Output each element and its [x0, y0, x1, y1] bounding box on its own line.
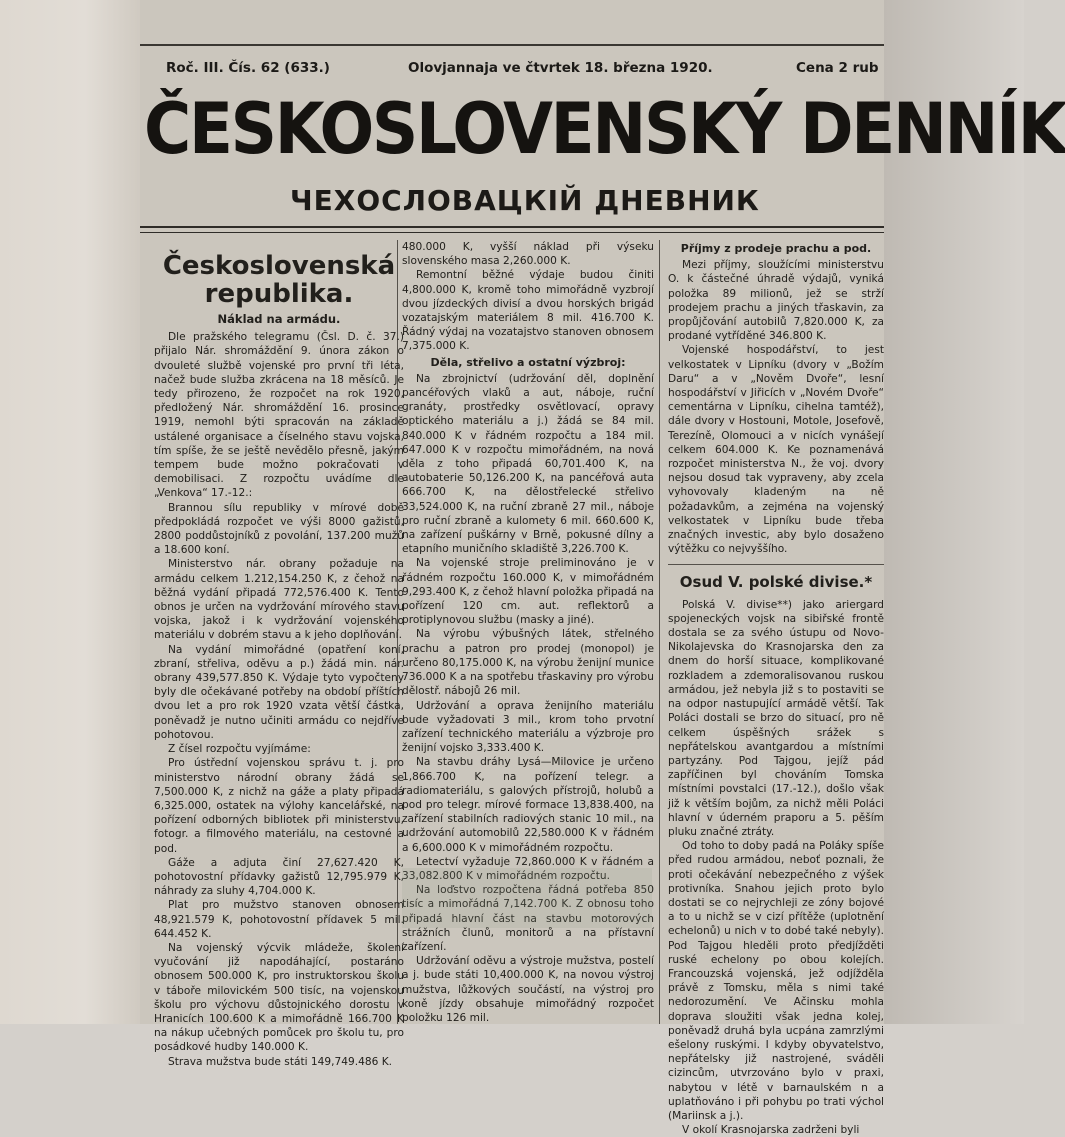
column-divider: [659, 240, 660, 1024]
article-separator: [668, 564, 884, 565]
paragraph: Udržování a oprava ženijního materiálu bude vyžadovati 3 mil., krom toho prvotní zařízení technického materiálu a výzbroje pro ženijní vojsko 3,333.400 K.: [402, 699, 654, 755]
paragraph: Polská V. divise**) jako ariergard spojeneckých vojsk na sibiřské frontě dostala se za svého ústupu od Novo-Nikolajevska do Krasnojarska den za dnem do horší situace, komplikované rozkladem a zdemoralisovanou ruskou armádou, jež nebyla již s to postaviti se na odpor nastupující armádě větší. Tak Poláci dostali se brzo do situací, pro ně celkem úspěšných srážek s nepřátelskou avantgardou a místními partyzány. Pod Tajgou, jejíž pád zapříčinen byl chováním Tomska místními povstalci (17.-12.), došlo však již k větším bojům, za nichž měli Poláci hlavní v úderném praporu a 5. pěším pluku značné ztráty.: [668, 598, 884, 838]
paragraph: Gáže a adjuta činí 27,627.420 K, pohotovostní přídavky gažistů 12,795.979 K, náhrady za sluhy 4,704.000 K.: [154, 856, 404, 898]
paragraph: Na výrobu výbušných látek, střelného prachu a patron pro prodej (monopol) je určeno 80,175.000 K, na výrobu ženijní munice 736.000 K a na spotřebu třaskaviny pro výrobu dělostř. nábojů 26 mil.: [402, 628, 654, 698]
masthead-subtitle: ЧЕХОСЛОВАЦКIЙ ДНЕВНИК: [290, 184, 760, 217]
paragraph: 480.000 K, vyšší náklad při výseku slovenského masa 2,260.000 K.: [402, 241, 654, 268]
paragraph: Vojenské hospodářství, to jest velkostatek v Lipníku (dvory v „Božím Daru“ a v „Nověm Dvoře“, lesní hospodářství v Jiřicích v „Novém Dvoře“ cementárna v Lipníku, cihelna tamtéž), dále dvory v Hostouni, Motole, Josefově, Terezíně, Olomouci a v nicích vynášejí celkem 604.000 K. Ke poznamenává rozpočet ministerstva N., že voj. dvory nejsou dosud tak vypraveny, aby zcela vyhovovaly kladeným na ně požadavkům, a zejména na vojenský velkostatek v Lipníku bude třeba značných investic, aby bylo dosaženo výtěžku co nejvyššího.: [668, 344, 884, 556]
paragraph: Ministerstvo nár. obrany požaduje na armádu celkem 1.212,154.250 K, z čehož na běžná vydání připadá 772,576.400 K. Tento obnos je určen na vydržování mírového stavu vojska, jakož i k vydržování vojenského materiálu v dobrém stavu a k jeho doplňování.: [154, 558, 404, 642]
masthead-title: ČESKOSLOVENSKÝ DENNÍK: [144, 88, 1065, 170]
article-heading: Osud V. polské divise.*: [679, 573, 873, 592]
article-heading: Československá republika.: [162, 251, 396, 309]
paragraph: Udržování oděvu a výstroje mužstva, postelí a j. bude státi 10,400.000 K, na novou výstroj mužstva, lůžkových součástí, na výstroj pro koně jízdy obsahuje mimořádný rozpočet položku 126 mil.: [402, 955, 654, 1024]
section-heading: Děla, střelivo a ostatní výzbroj:: [430, 355, 626, 369]
column-1: [154, 240, 404, 1068]
newspaper-page: [140, 0, 1065, 1137]
paragraph: Na zbrojnictví (udržování děl, doplnění pancéřových vlaků a aut, náboje, ruční granáty, prostředky osvětlovací, opravy optického materiálu a j.) žádá se 84 mil. 840.000 K v řádném rozpočtu a 184 mil. 647.000 K v rozpočtu mimořádném, na nová děla z toho připadá 60,701.400 K, na autobaterie 50,126.200 K, na pancéřová auta 666.700 K, na dělostřelecké střelivo 33,524.000 K, na ruční zbraně 27 mil., náboje pro ruční zbraně a kulomety 6 mil. 660.600 K, na zařízení puškárny v Brně, pokusné dílny a etapního muničního skladiště 3,226.700 K.: [402, 372, 654, 556]
paragraph: Remontní běžné výdaje budou činiti 4,800.000 K, kromě toho mimořádně vyzbrojí dvou jízdeckých divisí a dvou horských brigád vozatajským materiálem 8 mil. 416.700 K. Řádný výdaj na vozatajstvo stanoven obnosem 7,375.000 K.: [402, 269, 654, 353]
paragraph: Na vojenské stroje preliminováno je v řádném rozpočtu 160.000 K, v mimořádném 9,293.400 K, z čehož hlavní položka připadá na pořízení 120 cm. aut. reflektorů a protiplynovou službu (masky a jiné).: [402, 557, 654, 627]
paragraph: Plat pro mužstvo stanoven obnosem 48,921.579 K, pohotovostní přídavek 5 mil. 644.452 K.: [154, 899, 404, 940]
paragraph: Pro ústřední vojenskou správu t. j. pro ministerstvo národní obrany žádá se 7,500.000 K, z nichž na gáže a platy připadá 6,325.000, ostatek na výlohy kancelářské, na pořízení odborných bibliotek při ministerstvu, fotogr. a filmového materiálu, na cestovné a pod.: [154, 757, 404, 855]
masthead-meta: [140, 60, 884, 80]
paragraph: Strava mužstva bude státi 149,749.486 K.: [168, 1055, 393, 1068]
paragraph: Brannou sílu republiky v mírové době předpokládá rozpočet ve výši 8000 gažistů, 2800 poddůstojníků z povolání, 137.200 mužů a 18.600 koní.: [154, 501, 404, 557]
column-3: [668, 240, 884, 1137]
paragraph: Na loďstvo rozpočtena řádná potřeba 850 tisíc a mimořádná 7,142.700 K. Z obnosu toho připadá hlavní část na stavbu motorových strážních člunů, monitorů a na přístavní zařízení.: [402, 884, 654, 953]
section-heading: Příjmy z prodeje prachu a pod.: [680, 242, 872, 255]
column-2: [402, 240, 654, 1024]
paragraph: Dle pražského telegramu (Čsl. D. č. 37.) přijalo Nár. shromáždění 9. února zákon o dvouleté službě vojenské pro první tři léta, načež bude služba zkrácena na 18 měsíců. Je tedy přirozeno, že rozpočet na rok 1920, předložený Nár. shromáždění 16. prosince 1919, nemohl býti spracován na základě ustálené organisace a číselného stavu vojska, tím spíše, že se ještě nevědělo přesně, jakým tempem bude možno pokračovati v demobilisaci. Z rozpočtu uvádíme dle „Venkova“ 17.-12.:: [154, 331, 404, 500]
article-subheading: Náklad na armádu.: [217, 312, 341, 326]
paragraph: Na vojenský výcvik mládeže, školení vyučování již napodáhající, postaráno obnosem 500.000 K, pro instruktorskou školu v táboře milovickém 500 tisíc, na vojenskou školu pro výchovu důstojnického dorostu v Hranicích 100.600 K a mimořádně 166.700 K na nákup učebných pomůcek pro školu tu, pro posádkové hudby 140.000 K.: [154, 941, 404, 1054]
paragraph: Na stavbu dráhy Lysá—Milovice je určeno 1,866.700 K, na pořízení telegr. a radiomateriálu, s galových přístrojů, holubů a pod pro telegr. mírové formace 13,838.400, na zařízení stabilních radiových stanic 10 mil., na udržování automobilů 22,580.000 K v řádném a 6,600.000 K v mimořádném rozpočtu.: [402, 756, 654, 854]
paragraph: Na vydání mimořádné (opatření koní, zbraní, střeliva, oděvu a p.) žádá min. nár. obrany 439,577.850 K. Výdaje tyto vypočteny byly dle očekávané potřeby na období příštích dvou let a pro rok 1920 vzata větší částka, poněvadž je nutno učiniti armádu co nejdříve pohotovou.: [154, 643, 404, 741]
dateline: Olovjannaja ve čtvrtek 18. března 1920.: [408, 60, 713, 76]
page-margin-left: [0, 0, 142, 1024]
paragraph: Mezi příjmy, sloužícími ministerstvu O. k částečné úhradě výdajů, vyniká položka 89 milionů, jež se strží prodejem prachu a jiných třaskavin, za propůjčování autobilů 7,820.000 K, za prodané vytříděné 346.800 K.: [668, 259, 884, 343]
paragraph: Letectví vyžaduje 72,860.000 K v řádném a 33,082.800 K v mimořádném rozpočtu.: [402, 855, 654, 882]
paragraph: Z čísel rozpočtu vyjímáme:: [168, 743, 311, 756]
issue-number: Roč. III. Čís. 62 (633.): [166, 60, 330, 76]
paragraph: V okolí Krasnojarska zadrženi byli: [682, 1124, 860, 1137]
paragraph: Od toho to doby padá na Poláky spíše před rudou armádou, neboť poznali, že proti očekávání nebezpečného z výšek protivníka. Snahou jejich proto bylo dostati se co nejrychleji ze zóny bojové a to u nichž se v cizí přítěže (uplotnění echelonů) u nich v to dobé také nebyly). Pod Tajgou hleděli proto předjížděti ruské echelony po obou kolejích. Francouzská vojenská, jež odjížděla právě z Tomsku, měla s nimi také nedorozumění. Ve Ačinsku mohla doprava sloužiti však jedna kolej, poněvadž druhá byla ucpána zamrzlými ešelony ruskými. I kdyby obyvatelstvo, nepřátelsky již nastrojené, sváděli cizincům, utvrzováno bylo v praxi, nabytou v létě v barnaulském n a uplatňováno i při pohybu po trati výchol (Mariinsk a j.).: [668, 840, 884, 1122]
price: Cena 2 rub: [796, 60, 879, 76]
masthead-rule: [140, 226, 884, 228]
masthead-rule-thin: [140, 232, 884, 233]
top-rule: [140, 44, 884, 46]
